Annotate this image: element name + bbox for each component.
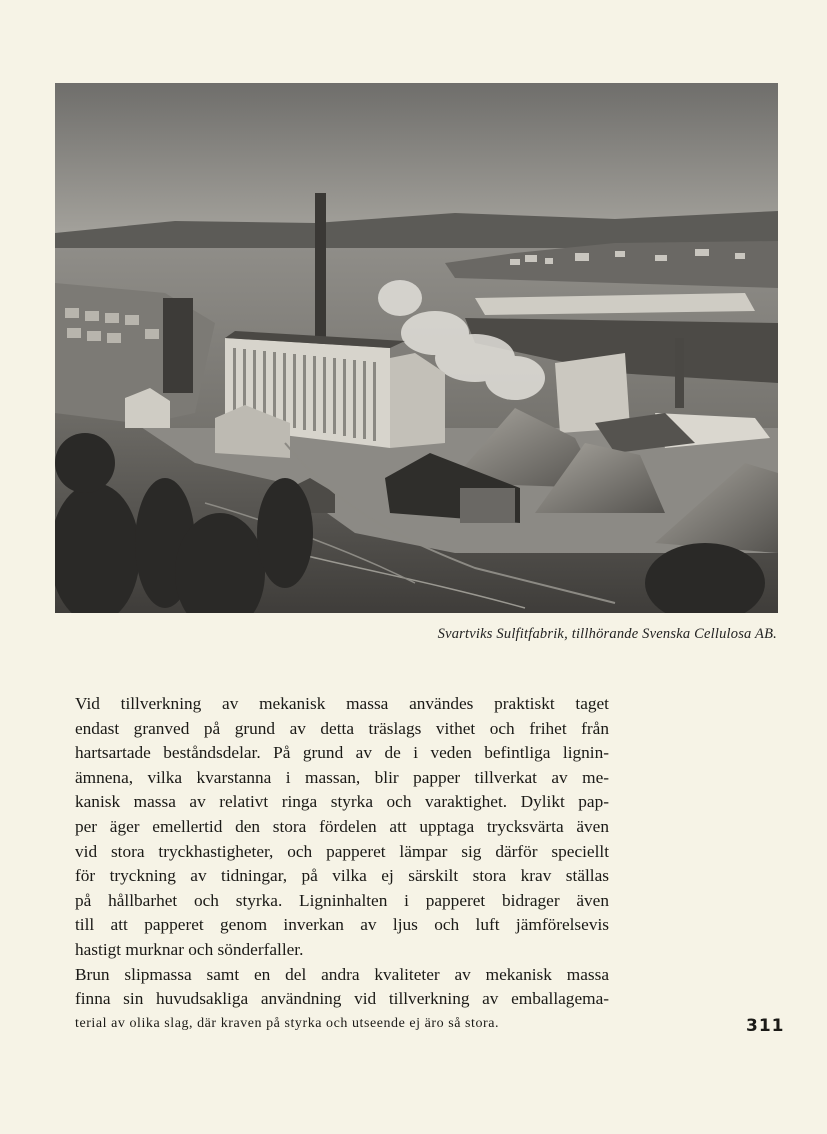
text-line: till att papperet genom inverkan av ljus och luft jämförelsevis bbox=[75, 915, 609, 935]
body-text bbox=[55, 692, 609, 1036]
paragraph-1 bbox=[55, 692, 609, 963]
text-line: finna sin huvudsakliga användning vid tillverkning av emballagema- bbox=[75, 989, 609, 1009]
text-line: per äger emellertid den stora fördelen att upptaga trycksvärta även bbox=[75, 816, 609, 836]
text-line: kanisk massa av relativt ringa styrka och varaktighet. Dylikt pap- bbox=[75, 792, 609, 812]
text-line: Brun slipmassa samt en del andra kvaliteter av mekanisk massa bbox=[75, 964, 609, 984]
text-line: på hållbarhet och styrka. Ligninhalten i papperet bidrager även bbox=[75, 890, 609, 910]
text-line: ämnena, vilka kvarstanna i massan, blir papper tillverkat av me- bbox=[75, 767, 609, 787]
text-line: för tryckning av tidningar, på vilka ej särskilt stora krav ställas bbox=[75, 866, 609, 886]
text-line: vid stora tryckhastigheter, och papperet lämpar sig därför speciellt bbox=[75, 841, 609, 861]
paragraph-2 bbox=[55, 963, 609, 1037]
text-line: hartsartade beståndsdelar. På grund av de i veden befintliga lignin- bbox=[75, 743, 609, 763]
text-line: hastigt murknar och sönderfaller. bbox=[75, 939, 304, 959]
text-line: endast granved på grund av detta träslags vithet och frihet från bbox=[75, 718, 609, 738]
text-line: Vid tillverkning av mekanisk massa användes praktiskt taget bbox=[75, 694, 609, 713]
text-line: terial av olika slag, där kraven på styrka och utseende ej äro så stora. bbox=[75, 1015, 500, 1031]
page-number: 311 bbox=[746, 1016, 785, 1036]
photo-caption: Svartviks Sulfitfabrik, tillhörande Svenska Cellulosa AB. bbox=[437, 626, 777, 642]
factory-photo bbox=[55, 83, 778, 613]
